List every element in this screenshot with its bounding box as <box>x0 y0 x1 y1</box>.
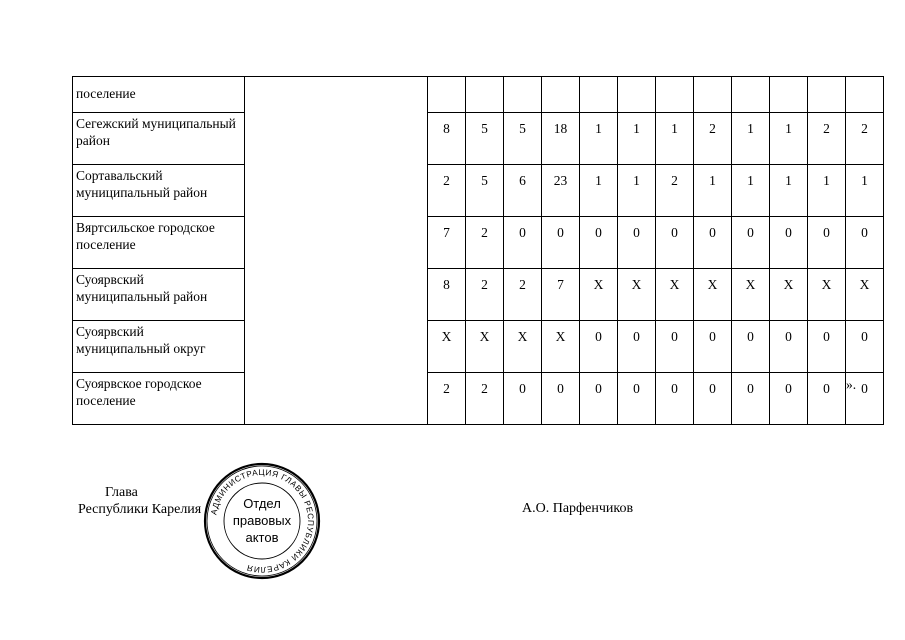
value-cell: 23 <box>542 165 580 217</box>
municipality-name-cell: Сегежский муниципальный район <box>73 113 245 165</box>
value-cell: 1 <box>580 165 618 217</box>
value-cell: 0 <box>694 217 732 269</box>
value-cell <box>656 77 694 113</box>
table-row <box>73 269 884 321</box>
value-cell: 1 <box>694 165 732 217</box>
value-cell <box>732 77 770 113</box>
value-cell: 18 <box>542 113 580 165</box>
data-table <box>72 76 884 425</box>
value-cell <box>466 77 504 113</box>
value-cell: 0 <box>694 321 732 373</box>
municipality-name-cell: Суоярвское городское поселение <box>73 373 245 425</box>
signatory-title <box>78 484 201 518</box>
value-cell: 0 <box>542 373 580 425</box>
value-cell: 2 <box>428 165 466 217</box>
value-cell: X <box>732 269 770 321</box>
value-cell: 2 <box>466 269 504 321</box>
value-cell: 0 <box>542 217 580 269</box>
value-cell: 0 <box>846 373 884 425</box>
value-cell: X <box>618 269 656 321</box>
value-cell: X <box>656 269 694 321</box>
value-cell: 1 <box>732 113 770 165</box>
value-cell: 1 <box>618 165 656 217</box>
value-cell: 7 <box>428 217 466 269</box>
value-cell: 0 <box>618 321 656 373</box>
value-cell: 5 <box>466 165 504 217</box>
value-cell: 2 <box>466 217 504 269</box>
value-cell: 0 <box>656 373 694 425</box>
merged-blank-cell <box>245 77 428 425</box>
table-row <box>73 217 884 269</box>
value-cell: 5 <box>504 113 542 165</box>
value-cell: X <box>542 321 580 373</box>
value-cell: 1 <box>580 113 618 165</box>
value-cell: 0 <box>504 373 542 425</box>
value-cell: 0 <box>846 321 884 373</box>
value-cell: 2 <box>428 373 466 425</box>
value-cell: X <box>846 269 884 321</box>
municipality-name-cell: Вяртсильское городское поселение <box>73 217 245 269</box>
municipality-name-cell: Суоярвский муниципальный округ <box>73 321 245 373</box>
value-cell: 1 <box>846 165 884 217</box>
value-cell: 0 <box>618 373 656 425</box>
table-row <box>73 373 884 425</box>
value-cell <box>618 77 656 113</box>
value-cell: 0 <box>618 217 656 269</box>
value-cell: 2 <box>656 165 694 217</box>
value-cell: 1 <box>770 165 808 217</box>
value-cell: 0 <box>770 321 808 373</box>
value-cell <box>504 77 542 113</box>
value-cell: X <box>770 269 808 321</box>
official-stamp <box>203 462 321 580</box>
signatory-title-line2: Республики Карелия <box>78 502 202 517</box>
value-cell <box>808 77 846 113</box>
value-cell: 0 <box>656 321 694 373</box>
table-row <box>73 77 884 113</box>
value-cell: 0 <box>580 373 618 425</box>
value-cell: 0 <box>732 373 770 425</box>
value-cell: 6 <box>504 165 542 217</box>
value-cell: 0 <box>732 217 770 269</box>
value-cell <box>846 77 884 113</box>
signatory-title-line1: Глава <box>105 485 138 500</box>
value-cell: X <box>694 269 732 321</box>
value-cell: X <box>808 269 846 321</box>
value-cell: X <box>466 321 504 373</box>
value-cell: 2 <box>466 373 504 425</box>
value-cell: 2 <box>846 113 884 165</box>
value-cell <box>694 77 732 113</box>
value-cell: 0 <box>846 217 884 269</box>
value-cell: 0 <box>656 217 694 269</box>
value-cell: 1 <box>808 165 846 217</box>
value-cell: 7 <box>542 269 580 321</box>
value-cell: 5 <box>466 113 504 165</box>
municipality-name-cell: Сортавальский муниципальный район <box>73 165 245 217</box>
stamp-center-line1: Отдел <box>243 496 281 511</box>
value-cell: 0 <box>580 217 618 269</box>
value-cell: 2 <box>808 113 846 165</box>
value-cell: 8 <box>428 113 466 165</box>
value-cell: 2 <box>694 113 732 165</box>
value-cell: 0 <box>808 217 846 269</box>
value-cell: X <box>428 321 466 373</box>
value-cell <box>580 77 618 113</box>
value-cell: 1 <box>732 165 770 217</box>
value-cell: 1 <box>618 113 656 165</box>
value-cell: X <box>580 269 618 321</box>
value-cell <box>428 77 466 113</box>
signatory-name: А.О. Парфенчиков <box>522 501 634 516</box>
stamp-center-line3: актов <box>245 530 279 545</box>
value-cell: 0 <box>504 217 542 269</box>
value-cell: X <box>504 321 542 373</box>
value-cell: 0 <box>808 321 846 373</box>
value-cell: 2 <box>504 269 542 321</box>
municipality-name-cell: поселение <box>73 77 245 113</box>
value-cell: 8 <box>428 269 466 321</box>
value-cell <box>770 77 808 113</box>
value-cell: 0 <box>808 373 846 425</box>
table-row <box>73 165 884 217</box>
stamp-center-line2: правовых <box>232 513 292 528</box>
value-cell: 0 <box>732 321 770 373</box>
value-cell: 0 <box>770 373 808 425</box>
value-cell: 0 <box>580 321 618 373</box>
stamp-ring-text: АДМИНИСТРАЦИЯ ГЛАВЫ РЕСПУБЛИКИ КАРЕЛИЯ <box>209 467 316 575</box>
value-cell: 1 <box>656 113 694 165</box>
table-row <box>73 113 884 165</box>
table-body <box>73 77 884 425</box>
value-cell <box>542 77 580 113</box>
value-cell: 0 <box>694 373 732 425</box>
closing-quote: ». <box>846 377 857 392</box>
municipality-name-cell: Суоярвский муниципальный район <box>73 269 245 321</box>
table-row <box>73 321 884 373</box>
value-cell: 1 <box>770 113 808 165</box>
value-cell: 0 <box>770 217 808 269</box>
